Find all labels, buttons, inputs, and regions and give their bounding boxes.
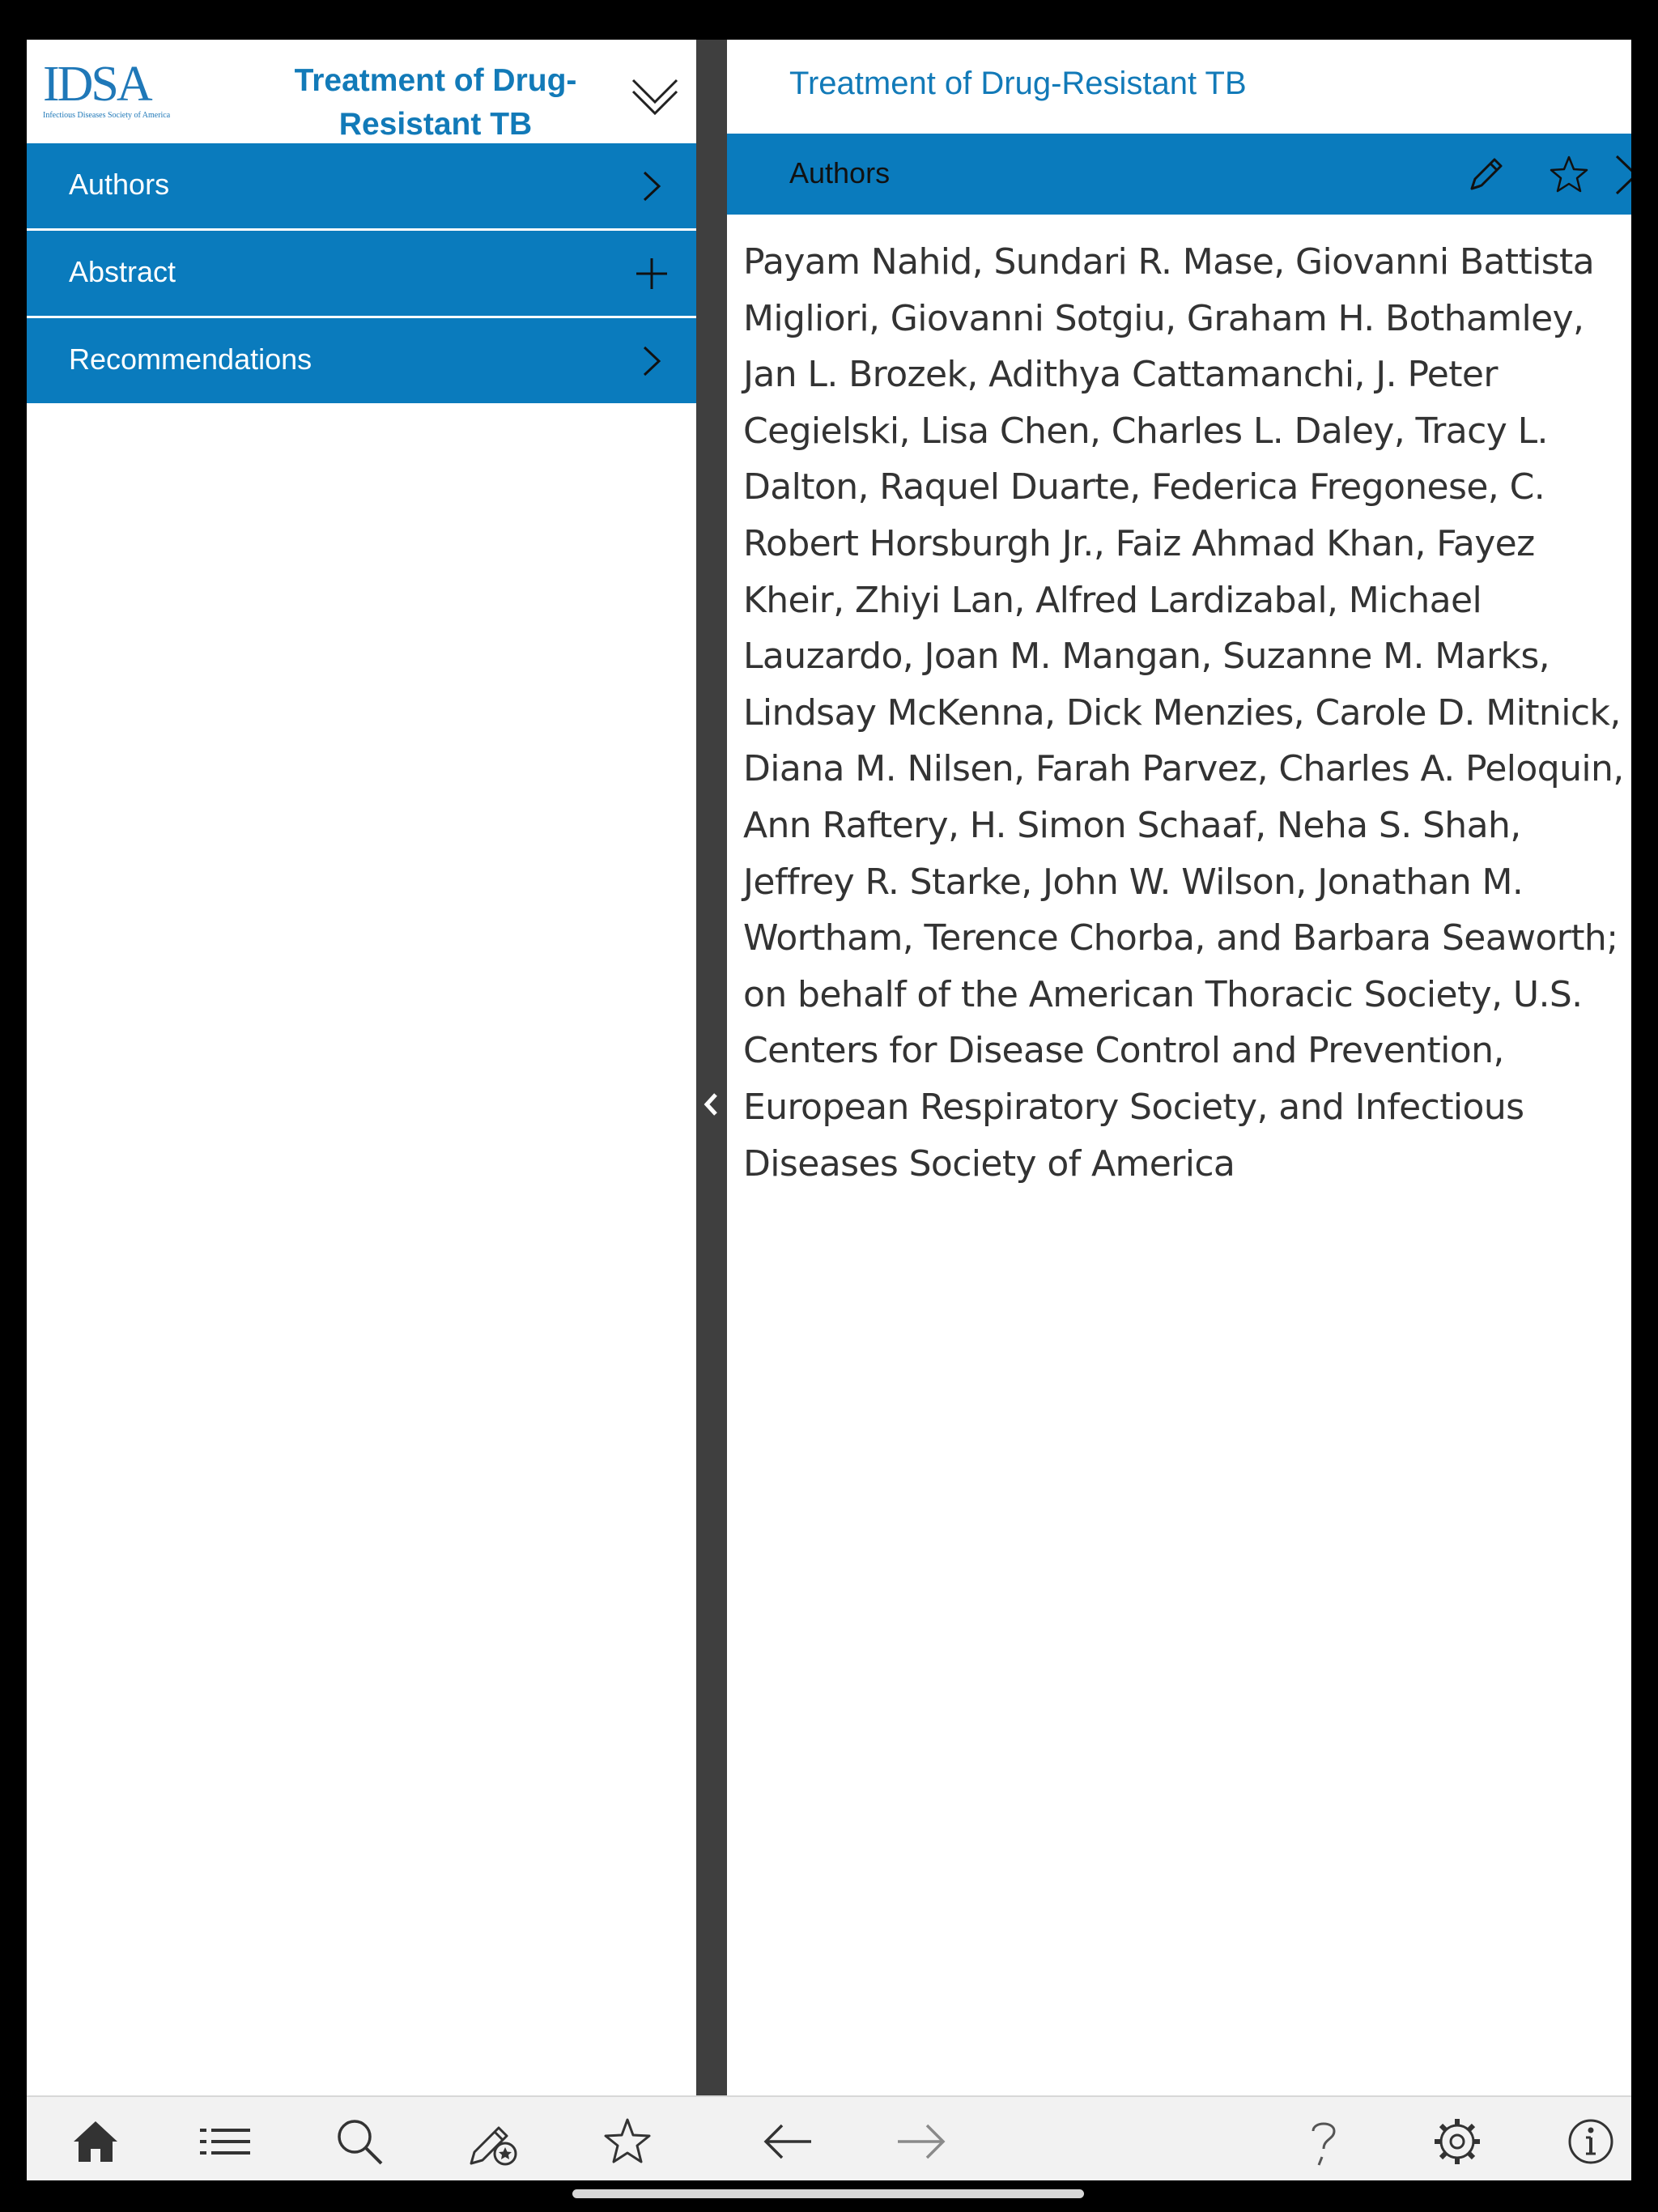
search-icon: [333, 2115, 386, 2168]
settings-icon: [1431, 2115, 1484, 2168]
logo-text: IDSA: [43, 57, 151, 112]
home-icon: [69, 2115, 122, 2168]
favorites-icon: [601, 2115, 654, 2168]
help-button[interactable]: [1297, 2115, 1350, 2168]
chevron-right-icon: [631, 166, 672, 206]
nav-item-label: Recommendations: [69, 342, 312, 376]
annotation-icon: [466, 2115, 520, 2168]
section-header-bar: [727, 134, 1631, 215]
authors-text: Payam Nahid, Sundari R. Mase, Giovanni Battista Migliori, Giovanni Sotgiu, Graham H. Bothamley, Jan L. Brozek, Adithya Cattamanchi, J. Peter Cegielski, Lisa Chen, Charles L. Daley, Tracy L. Dalton, Raquel Duarte, Federica Fregonese, C. Robert Horsburgh Jr., Faiz Ahmad Khan, Fayez Kheir, Zhiyi Lan, Alfred Lardizabal, Michael Lauzardo, Joan M. Mangan, Suzanne M. Marks, Lindsay McKenna, Dick Menzies, Carole D. Mitnick, Diana M. Nilsen, Farah Parvez, Charles A. Peloquin, Ann Raftery, H. Simon Schaaf, Neha S. Shah, Jeffrey R. Starke, John W. Wilson, Jonathan M. Wortham, Terence Chorba, and Barbara Seaworth; on behalf of the American Thoracic Society, U.S. Centers for Disease Control and Prevention, European Respiratory Society, and Infectious Diseases Society of America: [743, 241, 1624, 1185]
home-button[interactable]: [69, 2115, 122, 2168]
chevron-left-icon[interactable]: [699, 1088, 724, 1121]
left-header: [27, 40, 696, 143]
pencil-icon[interactable]: [1464, 153, 1507, 197]
forward-button[interactable]: [895, 2115, 948, 2168]
guideline-title: [229, 59, 642, 147]
nav-item-authors[interactable]: [27, 143, 696, 231]
section-label: Authors: [789, 156, 891, 189]
bottom-toolbar: [27, 2095, 1631, 2180]
double-chevron-down-icon: [627, 66, 683, 122]
info-button[interactable]: [1564, 2115, 1618, 2168]
plus-icon: [631, 253, 672, 294]
chevron-right-icon: [631, 341, 672, 381]
collapse-all-button[interactable]: [627, 66, 683, 122]
nav-item-label: Abstract: [69, 255, 176, 288]
content-pane: [727, 40, 1631, 2095]
settings-button[interactable]: [1431, 2115, 1484, 2168]
favorites-button[interactable]: [601, 2115, 654, 2168]
home-indicator[interactable]: [572, 2189, 1084, 2198]
nav-item-recommendations[interactable]: [27, 318, 696, 406]
nav-item-abstract[interactable]: [27, 231, 696, 318]
guideline-title-line-1: Treatment of Drug-: [294, 63, 577, 98]
section-list: [27, 143, 696, 406]
split-view-divider[interactable]: [696, 40, 727, 2095]
idsa-logo: [43, 57, 181, 124]
app-screen: [27, 40, 1631, 2180]
navigation-pane: [27, 40, 696, 2095]
back-arrow-icon: [761, 2115, 814, 2168]
nav-item-label: Authors: [69, 168, 170, 201]
logo-subtext: Infectious Diseases Society of America: [43, 111, 171, 120]
help-icon: [1297, 2115, 1350, 2168]
annotations-button[interactable]: [466, 2115, 520, 2168]
guideline-title-line-2: Resistant TB: [338, 107, 533, 142]
star-icon[interactable]: [1547, 153, 1591, 197]
chevron-right-icon[interactable]: [1605, 153, 1631, 197]
search-button[interactable]: [333, 2115, 386, 2168]
list-icon: [198, 2115, 252, 2168]
forward-arrow-icon: [895, 2115, 948, 2168]
back-button[interactable]: [761, 2115, 814, 2168]
info-icon: [1564, 2115, 1618, 2168]
content-title: Treatment of Drug-Resistant TB: [789, 66, 1247, 101]
contents-button[interactable]: [198, 2115, 252, 2168]
